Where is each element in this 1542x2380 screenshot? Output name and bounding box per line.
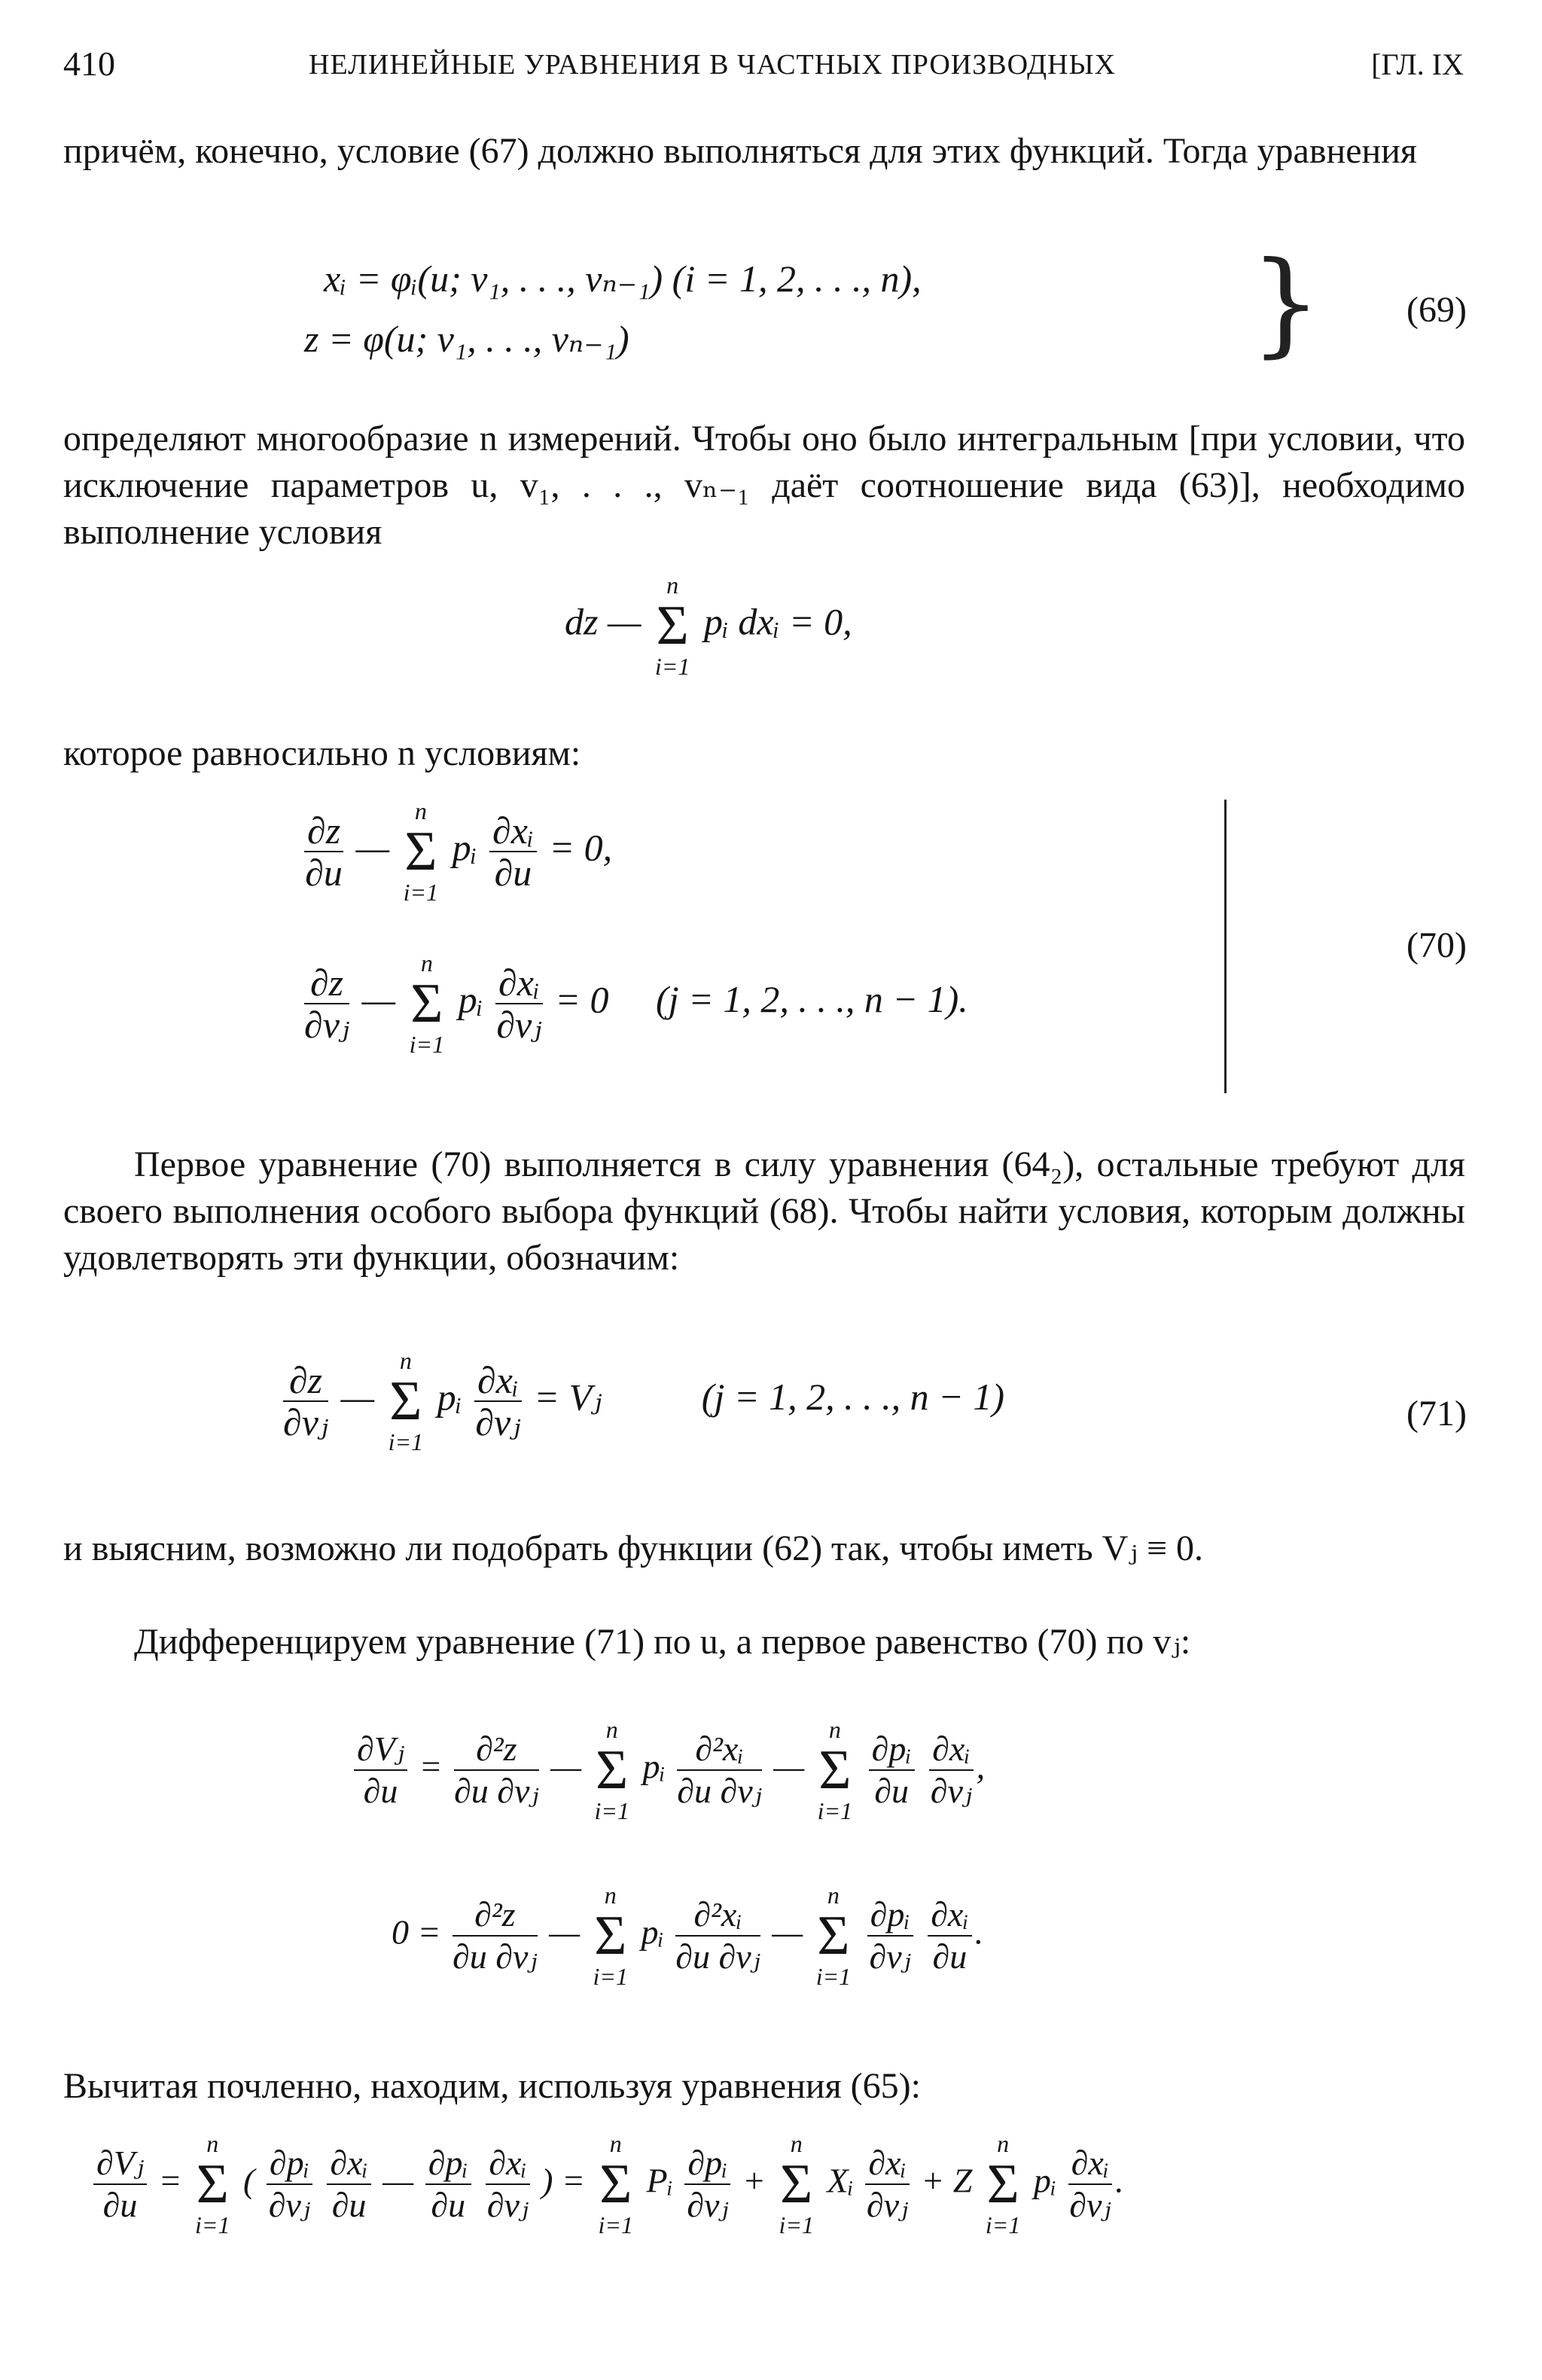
- paragraph-2: определяют многообразие n измерений. Чтобы оно было интегральным [при условии, что исключение параметров u, v₁, . . ., vₙ₋₁ даёт соотношение вида (63)], необходимо выполнение условия: [63, 419, 1465, 552]
- eq69-line2: z = φ(u; v₁, . . ., vₙ₋₁): [304, 318, 629, 360]
- eq71-number: (71): [1406, 1394, 1467, 1434]
- eq70-brace: [1224, 800, 1231, 1093]
- sum-symbol: n Σ i=1: [654, 571, 690, 680]
- eq70-line1: $\frac{\partial z}{\partial u}$ — n Σ i=1 pᵢ $\frac{\text{∂xᵢ}}{\partial u}$ = 0,: [305, 797, 613, 906]
- eq71: $\frac{\partial z}{\text{∂vⱼ}}$ — n Σ i=1 pᵢ $\frac{\text{∂xᵢ}}{\text{∂vⱼ}}$ = Vⱼ (j = 1, 2, . . ., n − 1): [283, 1347, 1004, 1455]
- eq-diff-line2: 0 = $\frac{\text{∂²z}}{\text{∂u ∂vⱼ}}$ — n Σ i=1 pᵢ $\frac{\text{∂²xᵢ}}{\text{∂u ∂vⱼ}}$ — n Σ i=1 $\frac{\text{∂pᵢ}}{\text{∂vⱼ}}$ $\frac{\text{∂xᵢ}}{\partial u}$ .: [392, 1882, 984, 1990]
- paragraph-3: которое равносильно n условиям:: [63, 733, 581, 773]
- paragraph-5: и выясним, возможно ли подобрать функции (62) так, чтобы иметь Vⱼ ≡ 0.: [63, 1528, 1204, 1568]
- eq69-number: (69): [1406, 290, 1467, 330]
- eq69-line1: xᵢ = φᵢ(u; v₁, . . ., vₙ₋₁) (i = 1, 2, . . ., n),: [324, 258, 922, 300]
- page-number: 410: [63, 44, 115, 83]
- paragraph-1: причём, конечно, условие (67) должно выполняться для этих функций. Тогда уравнения: [63, 131, 1417, 171]
- paragraph-7: Вычитая почленно, находим, используя уравнения (65):: [63, 2066, 921, 2106]
- paragraph-6: Дифференцируем уравнение (71) по u, а первое равенство (70) по vⱼ:: [134, 1622, 1191, 1662]
- eq-dz-condition: dz — n Σ i=1 pᵢ dxᵢ = 0,: [565, 571, 852, 680]
- paragraph-4: Первое уравнение (70) выполняется в силу уравнения (64₂), остальные требуют для своего выполнения особого выбора функций (68). Чтобы найти условия, которым должны удовлетворять эти функции, обозначим:: [63, 1144, 1465, 1278]
- eq-final: $\frac{\text{∂Vⱼ}}{\partial u}$ = n Σ i=1 ( $\frac{\text{∂pᵢ}}{\text{∂vⱼ}}$ $\frac{\text{∂xᵢ}}{\partial u}$ — $\frac{\text{∂pᵢ}}{\partial u}$ $\frac{\text{∂xᵢ}}{\text{∂vⱼ}}$ ) = n Σ i=1 Pᵢ $\frac{\text{∂pᵢ}}{\text{∂vⱼ}}$ + n Σ i=1 Xᵢ $\frac{\text{∂xᵢ}}{\text{∂vⱼ}}$ + Z n Σ i=1 pᵢ $\frac{\text{∂xᵢ}}{\text{∂vⱼ}}$ .: [90, 2131, 1124, 2238]
- eq70-line2: $\frac{\partial z}{\text{∂vⱼ}}$ — n Σ i=1 pᵢ $\frac{\text{∂xᵢ}}{\text{∂vⱼ}}$ = 0 (j = 1, 2, . . ., n − 1).: [304, 949, 968, 1058]
- eq-diff-line1: $\frac{\text{∂Vⱼ}}{\partial u}$ = $\frac{\text{∂²z}}{\text{∂u ∂vⱼ}}$ — n Σ i=1 pᵢ $\frac{\text{∂²xᵢ}}{\text{∂u ∂vⱼ}}$ — n Σ i=1 $\frac{\text{∂pᵢ}}{\partial u}$ $\frac{\text{∂xᵢ}}{\text{∂vⱼ}}$ ,: [351, 1717, 985, 1824]
- running-title: НЕЛИНЕЙНЫЕ УРАВНЕНИЯ В ЧАСТНЫХ ПРОИЗВОДНЫХ: [309, 49, 1117, 81]
- chapter-label: [ГЛ. IX: [1371, 47, 1464, 81]
- eq70-number: (70): [1406, 925, 1467, 965]
- eq69-brace: }: [1250, 238, 1322, 369]
